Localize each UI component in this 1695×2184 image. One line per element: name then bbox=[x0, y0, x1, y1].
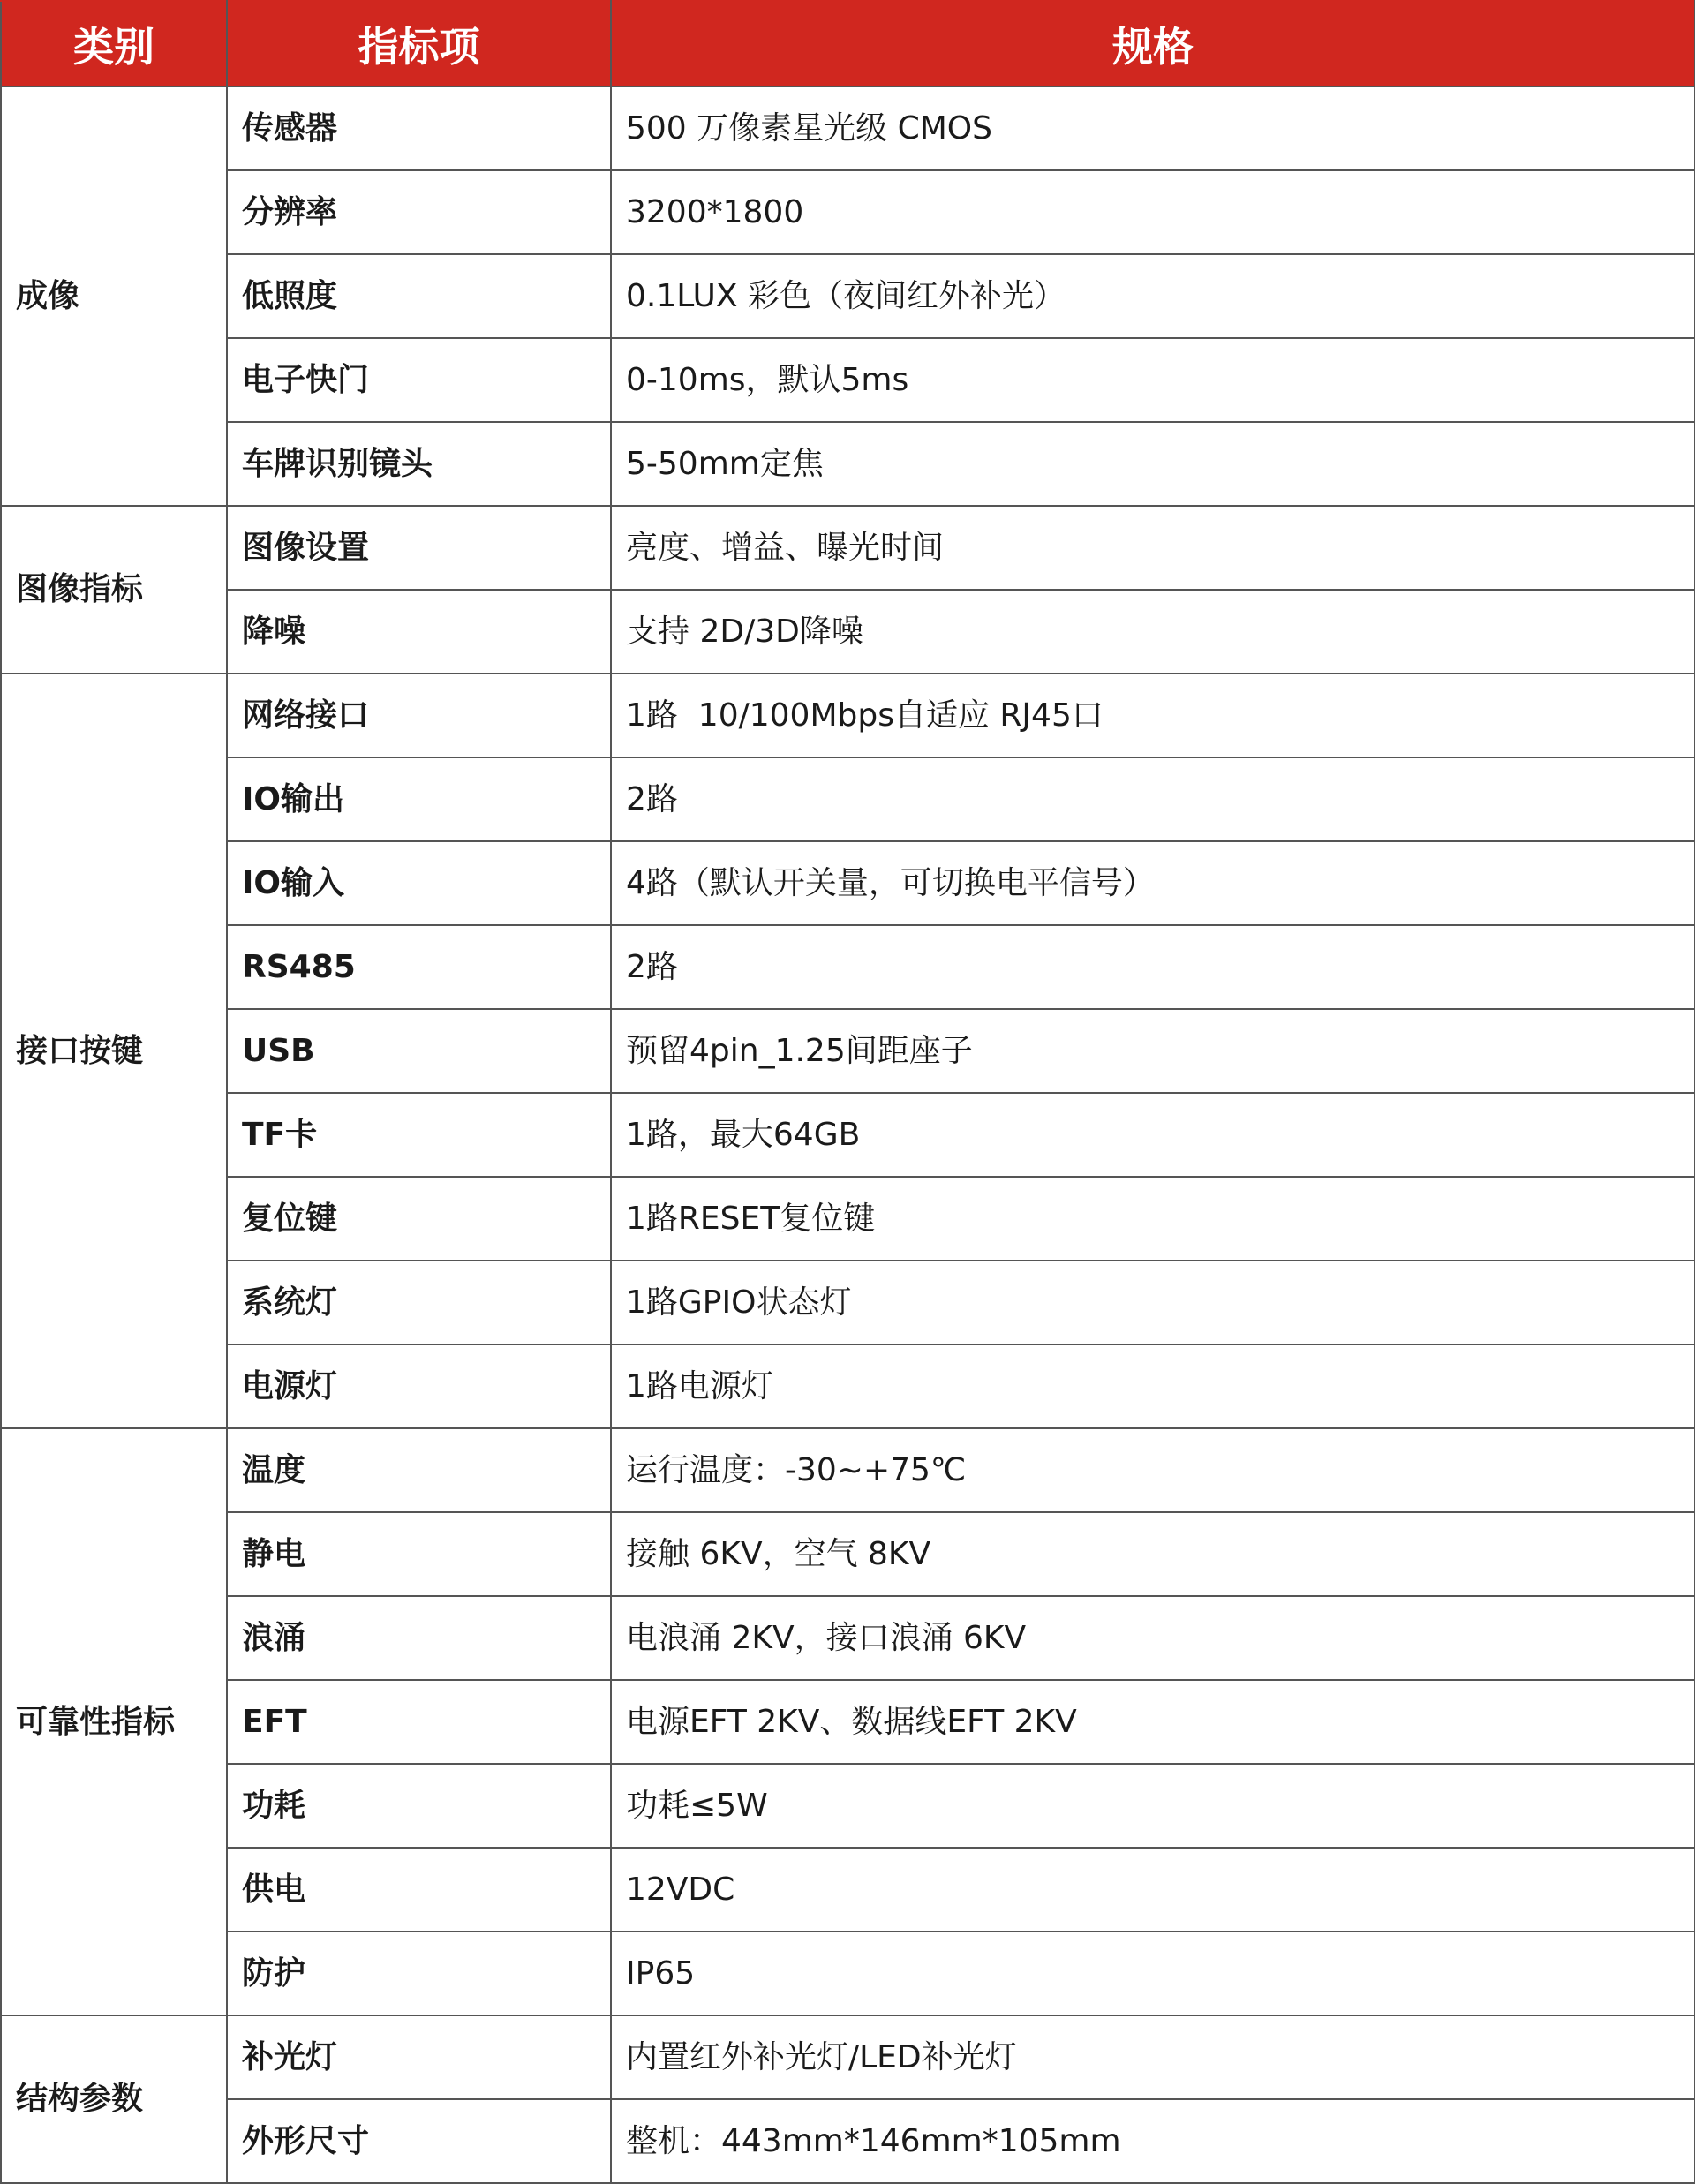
value-cell: 2路 bbox=[611, 925, 1695, 1009]
item-cell: 功耗 bbox=[227, 1764, 611, 1848]
table-row bbox=[1, 170, 1695, 254]
table-row bbox=[1, 254, 1695, 338]
value-cell: 0.1LUX 彩色（夜间红外补光） bbox=[611, 254, 1695, 338]
item-cell: 分辨率 bbox=[227, 170, 611, 254]
value-cell: 12VDC bbox=[611, 1848, 1695, 1932]
table-row bbox=[1, 2015, 1695, 2099]
table-row bbox=[1, 757, 1695, 841]
value-cell: 整机：443mm*146mm*105mm bbox=[611, 2099, 1695, 2183]
value-cell: 电源EFT 2KV、数据线EFT 2KV bbox=[611, 1680, 1695, 1764]
table-row bbox=[1, 590, 1695, 674]
item-cell: 降噪 bbox=[227, 590, 611, 674]
header-item: 指标项 bbox=[227, 1, 611, 87]
item-cell: 网络接口 bbox=[227, 674, 611, 757]
table-row bbox=[1, 1932, 1695, 2015]
table-row bbox=[1, 1512, 1695, 1596]
value-cell: 支持 2D/3D降噪 bbox=[611, 590, 1695, 674]
value-cell: 内置红外补光灯/LED补光灯 bbox=[611, 2015, 1695, 2099]
value-cell: 1路，最大64GB bbox=[611, 1093, 1695, 1177]
item-cell: 补光灯 bbox=[227, 2015, 611, 2099]
table-row bbox=[1, 1428, 1695, 1512]
value-cell: 运行温度：-30~+75℃ bbox=[611, 1428, 1695, 1512]
header-row bbox=[1, 1, 1695, 87]
table-row bbox=[1, 1596, 1695, 1680]
value-cell: IP65 bbox=[611, 1932, 1695, 2015]
item-cell: 图像设置 bbox=[227, 506, 611, 590]
value-cell: 5-50mm定焦 bbox=[611, 422, 1695, 506]
item-cell: RS485 bbox=[227, 925, 611, 1009]
value-cell: 功耗≤5W bbox=[611, 1764, 1695, 1848]
item-cell: 低照度 bbox=[227, 254, 611, 338]
value-cell: 3200*1800 bbox=[611, 170, 1695, 254]
value-cell: 亮度、增益、曝光时间 bbox=[611, 506, 1695, 590]
header-category: 类别 bbox=[1, 1, 227, 87]
item-cell: 防护 bbox=[227, 1932, 611, 2015]
value-cell: 2路 bbox=[611, 757, 1695, 841]
item-cell: TF卡 bbox=[227, 1093, 611, 1177]
item-cell: 系统灯 bbox=[227, 1261, 611, 1344]
value-cell: 预留4pin_1.25间距座子 bbox=[611, 1009, 1695, 1093]
table-row bbox=[1, 841, 1695, 925]
item-cell: 复位键 bbox=[227, 1177, 611, 1261]
item-cell: 供电 bbox=[227, 1848, 611, 1932]
value-cell: 1路GPIO状态灯 bbox=[611, 1261, 1695, 1344]
value-cell: 500 万像素星光级 CMOS bbox=[611, 87, 1695, 170]
item-cell: 浪涌 bbox=[227, 1596, 611, 1680]
table-row bbox=[1, 422, 1695, 506]
value-cell: 4路（默认开关量，可切换电平信号） bbox=[611, 841, 1695, 925]
table-row bbox=[1, 87, 1695, 170]
table-row bbox=[1, 674, 1695, 757]
category-cell: 图像指标 bbox=[1, 506, 227, 674]
item-cell: IO输入 bbox=[227, 841, 611, 925]
item-cell: USB bbox=[227, 1009, 611, 1093]
table-row bbox=[1, 1009, 1695, 1093]
table-row bbox=[1, 1764, 1695, 1848]
table-row bbox=[1, 1344, 1695, 1428]
value-cell: 1路电源灯 bbox=[611, 1344, 1695, 1428]
item-cell: 电源灯 bbox=[227, 1344, 611, 1428]
category-cell: 结构参数 bbox=[1, 2015, 227, 2183]
item-cell: 外形尺寸 bbox=[227, 2099, 611, 2183]
table-row bbox=[1, 506, 1695, 590]
value-cell: 1路RESET复位键 bbox=[611, 1177, 1695, 1261]
header-spec: 规格 bbox=[611, 1, 1695, 87]
table-row bbox=[1, 1093, 1695, 1177]
category-cell: 成像 bbox=[1, 87, 227, 506]
table-row bbox=[1, 2099, 1695, 2183]
table-row bbox=[1, 925, 1695, 1009]
category-cell: 接口按键 bbox=[1, 674, 227, 1428]
item-cell: 车牌识别镜头 bbox=[227, 422, 611, 506]
value-cell: 电浪涌 2KV，接口浪涌 6KV bbox=[611, 1596, 1695, 1680]
table-row bbox=[1, 1848, 1695, 1932]
value-cell: 1路 10/100Mbps自适应 RJ45口 bbox=[611, 674, 1695, 757]
table-row bbox=[1, 1680, 1695, 1764]
item-cell: EFT bbox=[227, 1680, 611, 1764]
item-cell: 电子快门 bbox=[227, 338, 611, 422]
value-cell: 0-10ms，默认5ms bbox=[611, 338, 1695, 422]
item-cell: 传感器 bbox=[227, 87, 611, 170]
item-cell: IO输出 bbox=[227, 757, 611, 841]
item-cell: 静电 bbox=[227, 1512, 611, 1596]
table-row bbox=[1, 338, 1695, 422]
category-cell: 可靠性指标 bbox=[1, 1428, 227, 2015]
item-cell: 温度 bbox=[227, 1428, 611, 1512]
table-row bbox=[1, 1261, 1695, 1344]
table-row bbox=[1, 1177, 1695, 1261]
value-cell: 接触 6KV，空气 8KV bbox=[611, 1512, 1695, 1596]
